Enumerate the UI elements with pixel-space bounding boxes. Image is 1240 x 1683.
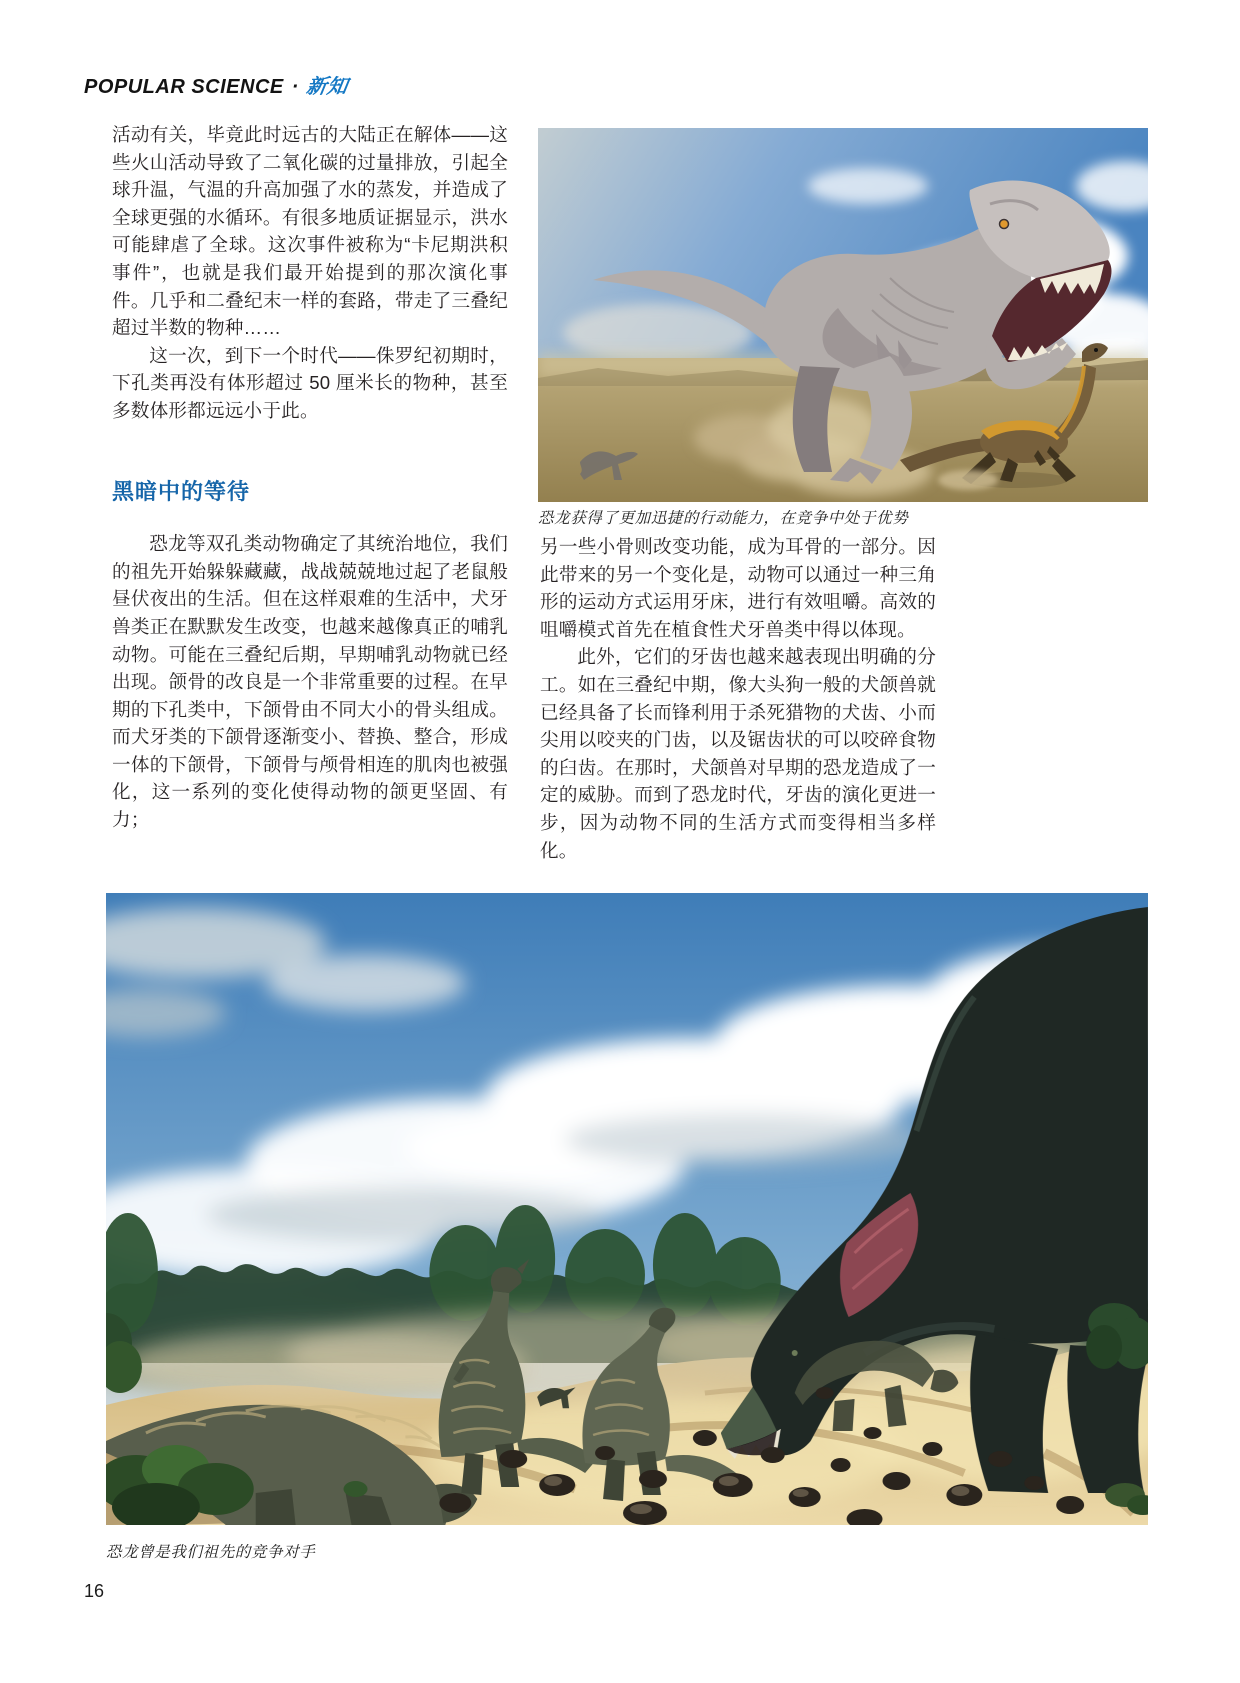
top-image-caption: 恐龙获得了更加迅捷的行动能力，在竞争中处于优势 <box>538 509 909 527</box>
page-number: 16 <box>84 1581 105 1601</box>
dinosaur-herd-photo <box>106 893 1148 1525</box>
article-left-column <box>112 121 508 834</box>
paragraph: 活动有关，毕竟此时远古的大陆正在解体——这些火山活动导致了二氧化碳的过量排放，引起全球升温，气温的升高加强了水的蒸发，并造成了全球更强的水循环。有很多地质证据显示，洪水可能肆虐了全球。这次事件被称为“卡尼期洪积事件”，也就是我们最开始提到的那次演化事件。几乎和二叠纪末一样的套路，带走了三叠纪超过半数的物种…… <box>112 124 508 339</box>
trex-chase-illustration <box>538 128 1148 502</box>
paragraph: 此外，它们的牙齿也越来越表现出明确的分工。如在三叠纪中期，像大头狗一般的犬颌兽就已经具备了长而锋利用于杀死猎物的犬齿、小而尖用以咬夹的门齿，以及锯齿状的可以咬碎食物的臼齿。在那时，犬颌兽对早期的恐龙造成了一定的威胁。而到了恐龙时代，牙齿的演化更进一步，因为动物不同的生活方式而变得相当多样化。 <box>540 646 936 861</box>
article-right-column <box>540 533 936 864</box>
brand-name-cn: 新知 <box>304 76 350 98</box>
paragraph: 另一些小骨则改变功能，成为耳骨的一部分。因此带来的另一个变化是，动物可以通过一种三角形的运动方式运用牙床，进行有效咀嚼。高效的咀嚼模式首先在植食性犬牙兽类中得以体现。 <box>540 536 936 640</box>
paragraph: 恐龙等双孔类动物确定了其统治地位，我们的祖先开始躲躲藏藏，战战兢兢地过起了老鼠般昼伏夜出的生活。但在这样艰难的生活中，犬牙兽类正在默默发生改变，也越来越像真正的哺乳动物。可能在三叠纪后期，早期哺乳动物就已经出现。颌骨的改良是一个非常重要的过程。在早期的下孔类中，下颌骨由不同大小的骨头组成。而犬牙类的下颌骨逐渐变小、替换、整合，形成一体的下颌骨，下颌骨与颅骨相连的肌肉也被强化，这一系列的变化使得动物的颌更坚固、有力； <box>112 533 508 831</box>
bottom-image-caption: 恐龙曾是我们祖先的竞争对手 <box>106 1543 316 1561</box>
separator-dot: · <box>291 76 299 98</box>
masthead <box>84 70 348 99</box>
paragraph: 这一次，到下一个时代——侏罗纪初期时，下孔类再没有体形超过 50 厘米长的物种，甚至多数体形都远远小于此。 <box>112 344 508 421</box>
section-heading: 黑暗中的等待 <box>112 478 251 504</box>
dinosaur-herd-illustration <box>106 893 1148 1525</box>
brand-name-en: POPULAR SCIENCE <box>84 76 284 98</box>
trex-chase-photo <box>538 128 1148 502</box>
